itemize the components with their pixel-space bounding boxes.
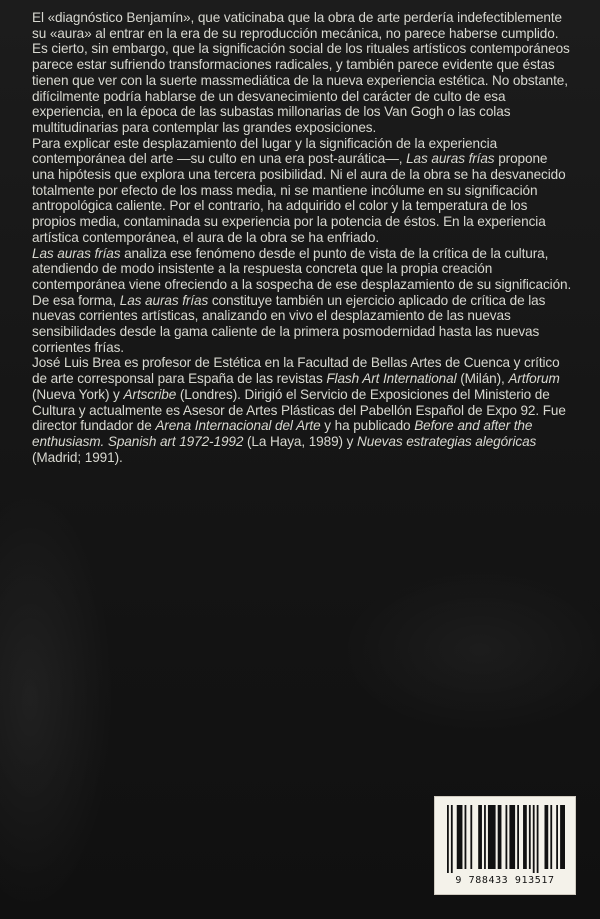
book-title-italic: Las auras frías — [119, 292, 209, 308]
barcode-bar — [550, 805, 552, 869]
barcode-bar — [533, 805, 535, 873]
blurb-paragraph-1: El «diagnóstico Benjamín», que vaticinaba que la obra de arte perdería indefectiblemente su «aura» al entrar en la era de su reproducción mecánica, no parece haberse cumplido. Es cierto, sin embargo, que la significación social de los rituales artísticos contemporáneos parece estar sufriendo transformaciones radicales, y también parece evidente que éstas tienen que ver con la suerte massmediática de la nueva experiencia estética. No obstante, difícilmente podría hablarse de un desvanecimiento del carácter de culto de esa experiencia, en la época de las subastas millonarias de los Van Gogh o las colas multitudinarias para contemplar las grandes exposiciones. — [32, 10, 570, 135]
barcode-bar — [451, 805, 453, 873]
blurb-paragraph-2: Para explicar este desplazamiento del lugar y la significación de la experiencia contemporánea del arte —su culto en una era post-aurática—, Las auras frías propone una hipótesis que explora una tercera posibilidad. Ni el aura de la obra se ha desvanecido totalmente por efecto de los mass media, ni se mantiene incólume en su significación antropológica caliente. Por el contrario, ha adquirido el color y la temperatura de los propios media, contaminada su experiencia por la potencia de éstos. En la experiencia artística contemporánea, el aura de la obra se ha enfriado. — [32, 135, 566, 245]
barcode-bar — [545, 805, 549, 869]
barcode-bar — [560, 805, 565, 869]
barcode-bars — [445, 805, 565, 873]
book-title-italic: Las auras frías — [32, 245, 121, 261]
back-cover-blurb — [32, 10, 572, 465]
barcode-bar — [517, 805, 519, 869]
barcode-bar — [529, 805, 531, 869]
barcode-bar — [498, 805, 502, 869]
barcode-bar — [537, 805, 539, 873]
barcode-bar — [478, 805, 482, 869]
barcode-bar — [457, 805, 463, 869]
barcode-bar — [447, 805, 449, 873]
barcode-bar — [506, 805, 508, 869]
isbn-barcode — [434, 796, 576, 895]
barcode-bar — [556, 805, 558, 869]
barcode-bar — [470, 805, 472, 869]
barcode-bar — [523, 805, 527, 869]
barcode-bar — [509, 805, 515, 869]
author-bio: José Luis Brea es profesor de Estética en la Facultad de Bellas Artes de Cuenca y crítico de arte corresponsal para España de las revistas Flash Art International (Milán), Artforum (Nueva York) y Artscribe (Londres). Dirigió el Servicio de Exposiciones del Ministerio de Cultura y actualmente es Asesor de Artes Plásticas del Pabellón Español de Expo 92. Fue director fundador de Arena Internacional del Arte y ha publicado Before and after the enthusiasm. Spanish art 1972-1992 (La Haya, 1989) y Nuevas estrategias alegóricas (Madrid; 1991). — [32, 355, 566, 465]
book-title-italic: Las auras frías — [406, 151, 495, 167]
barcode-bar — [465, 805, 467, 869]
isbn-number: 9 788433 913517 — [455, 875, 555, 886]
blurb-paragraph-3: Las auras frías analiza ese fenómeno desde el punto de vista de la crítica de la cultura, atendiendo de modo insistente a la respuesta concreta que la propia creación contemporánea viene ofreciendo a la sospecha de ese desplazamiento de su significación. De esa forma, Las auras frías constituye también un ejercicio aplicado de crítica de las nuevas corrientes artísticas, analizando en vivo el desplazamiento de las nuevas sensibilidades desde la gama caliente de la primera posmodernidad hasta las nuevas corrientes frías. — [32, 245, 572, 355]
barcode-bar — [484, 805, 486, 869]
barcode-bar — [488, 805, 496, 869]
